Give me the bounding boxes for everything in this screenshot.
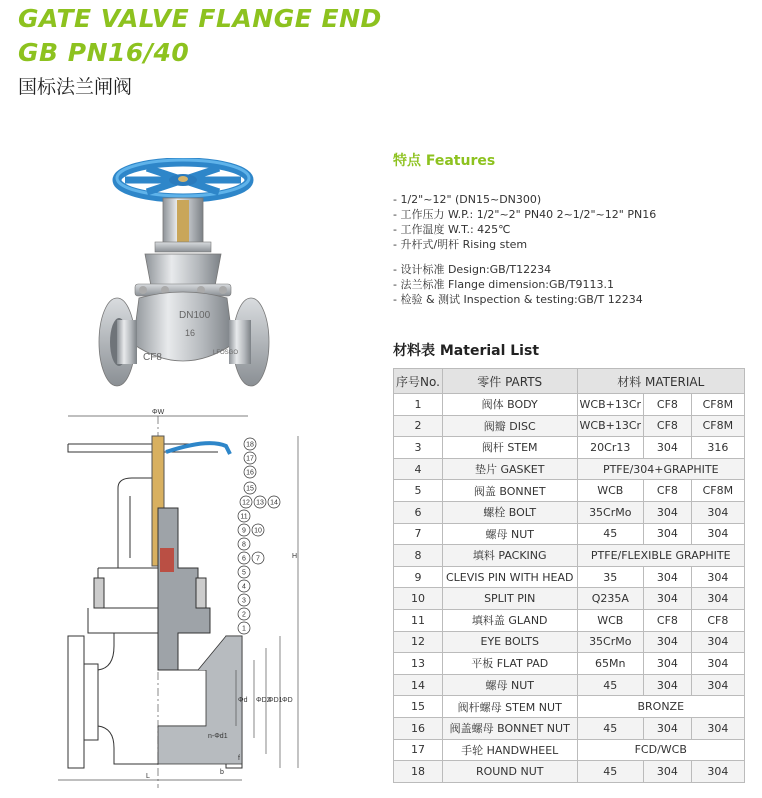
table-row xyxy=(394,458,745,480)
table-row xyxy=(394,437,745,459)
cell-material-2: 304 xyxy=(644,674,692,696)
cell-material-3: CF8M xyxy=(691,394,744,416)
cell-material-2: 304 xyxy=(644,437,692,459)
callout-number: 11 xyxy=(240,513,248,521)
valve-photo xyxy=(95,158,275,396)
technical-drawing xyxy=(58,408,318,788)
dim-h: H xyxy=(292,553,298,560)
callout-number: 17 xyxy=(246,455,254,463)
cell-material-3: CF8 xyxy=(691,609,744,631)
cell-material-1: 45 xyxy=(577,761,644,783)
cell-material-3: CF8M xyxy=(691,415,744,437)
cell-material-1: WCB xyxy=(577,609,644,631)
feature-item: - 工作温度 W.T.: 425℃ xyxy=(393,223,511,236)
cell-material-3: 304 xyxy=(691,631,744,653)
cell-material-3: 304 xyxy=(691,588,744,610)
cell-part: 螺栓 BOLT xyxy=(442,501,577,523)
callout-number: 7 xyxy=(256,555,260,563)
cell-no: 6 xyxy=(394,501,443,523)
cell-material: PTFE/FLEXIBLE GRAPHITE xyxy=(577,545,744,567)
feature-item: - 1/2"~12" (DN15~DN300) xyxy=(393,193,542,206)
column-header-no: 序号No. xyxy=(394,369,443,394)
cell-part: 垫片 GASKET xyxy=(442,458,577,480)
cell-material-3: 304 xyxy=(691,566,744,588)
table-row xyxy=(394,566,745,588)
callout-number: 5 xyxy=(242,569,246,577)
table-row xyxy=(394,501,745,523)
callout-number: 18 xyxy=(246,441,254,449)
dim-phi-d: Φd xyxy=(238,697,248,704)
cell-part: ROUND NUT xyxy=(442,761,577,783)
table-row xyxy=(394,415,745,437)
cell-material-3: 304 xyxy=(691,717,744,739)
cell-part: CLEVIS PIN WITH HEAD xyxy=(442,566,577,588)
callout-number: 6 xyxy=(242,555,246,563)
cell-material-1: 45 xyxy=(577,717,644,739)
cell-no: 10 xyxy=(394,588,443,610)
table-row xyxy=(394,696,745,718)
cell-material-1: 35 xyxy=(577,566,644,588)
table-row xyxy=(394,394,745,416)
cell-material: BRONZE xyxy=(577,696,744,718)
cell-part: 阀杆 STEM xyxy=(442,437,577,459)
cell-material-1: 20Cr13 xyxy=(577,437,644,459)
table-row xyxy=(394,609,745,631)
cell-material-1: 35CrMo xyxy=(577,631,644,653)
cell-material-3: 316 xyxy=(691,437,744,459)
callout-number: 4 xyxy=(242,583,246,591)
cell-material-2: 304 xyxy=(644,653,692,675)
dim-phi-w: ΦW xyxy=(152,409,165,416)
dim-phi-d2: ΦD2 xyxy=(256,697,271,704)
cell-material-2: CF8 xyxy=(644,609,692,631)
cell-no: 9 xyxy=(394,566,443,588)
cell-part: 阀体 BODY xyxy=(442,394,577,416)
cell-part: 阀盖螺母 BONNET NUT xyxy=(442,717,577,739)
callout-number: 8 xyxy=(242,541,246,549)
cell-material-2: CF8 xyxy=(644,394,692,416)
table-row xyxy=(394,717,745,739)
table-row xyxy=(394,588,745,610)
column-header-material: 材料 MATERIAL xyxy=(577,369,744,394)
cell-material: PTFE/304+GRAPHITE xyxy=(577,458,744,480)
features-group-1 xyxy=(393,192,656,252)
photo-marking-material: CF8 xyxy=(143,352,162,363)
material-list-heading: 材料表 Material List xyxy=(393,343,540,359)
title-line-1: GATE VALVE FLANGE END xyxy=(18,4,382,33)
cell-material-3: 304 xyxy=(691,653,744,675)
table-row xyxy=(394,631,745,653)
feature-item: - 法兰标准 Flange dimension:GB/T9113.1 xyxy=(393,278,614,291)
cell-part: EYE BOLTS xyxy=(442,631,577,653)
cell-material: FCD/WCB xyxy=(577,739,744,761)
cell-material-2: CF8 xyxy=(644,415,692,437)
cell-no: 16 xyxy=(394,717,443,739)
callout-number: 14 xyxy=(270,499,278,507)
cell-material-2: 304 xyxy=(644,523,692,545)
feature-item: - 工作压力 W.P.: 1/2"~2" PN40 2~1/2"~12" PN16 xyxy=(393,208,657,221)
dim-phi-d1: ΦD1 xyxy=(268,697,283,704)
column-header-parts: 零件 PARTS xyxy=(442,369,577,394)
cell-part: 填料 PACKING xyxy=(442,545,577,567)
cell-material-1: 45 xyxy=(577,674,644,696)
table-row xyxy=(394,523,745,545)
callout-number: 1 xyxy=(242,625,246,633)
cell-no: 15 xyxy=(394,696,443,718)
title-chinese: 国标法兰闸阀 xyxy=(18,76,133,98)
title-line-2: GB PN16/40 xyxy=(18,38,190,67)
cell-no: 4 xyxy=(394,458,443,480)
callout-number: 13 xyxy=(256,499,264,507)
cell-no: 1 xyxy=(394,394,443,416)
callout-number: 2 xyxy=(242,611,246,619)
cell-no: 14 xyxy=(394,674,443,696)
cell-material-2: 304 xyxy=(644,501,692,523)
cell-part: 平板 FLAT PAD xyxy=(442,653,577,675)
table-row xyxy=(394,480,745,502)
cell-no: 17 xyxy=(394,739,443,761)
callout-number: 3 xyxy=(242,597,246,605)
cell-part: 填料盖 GLAND xyxy=(442,609,577,631)
callout-number: 16 xyxy=(246,469,254,477)
cell-material-2: 304 xyxy=(644,717,692,739)
cell-no: 3 xyxy=(394,437,443,459)
cell-material-1: 65Mn xyxy=(577,653,644,675)
cell-part: 螺母 NUT xyxy=(442,674,577,696)
features-group-2 xyxy=(393,262,643,307)
feature-item: - 检验 & 测试 Inspection & testing:GB/T 12234 xyxy=(393,293,643,306)
cell-material-3: CF8M xyxy=(691,480,744,502)
callout-number: 12 xyxy=(242,499,250,507)
cell-no: 11 xyxy=(394,609,443,631)
callout-number: 15 xyxy=(246,485,254,493)
table-row xyxy=(394,761,745,783)
cell-no: 7 xyxy=(394,523,443,545)
feature-item: - 设计标准 Design:GB/T12234 xyxy=(393,263,552,276)
dim-f: f xyxy=(238,755,240,762)
cell-material-1: 35CrMo xyxy=(577,501,644,523)
photo-marking-brand: LFOSGO xyxy=(213,350,239,356)
material-table xyxy=(393,368,745,783)
cell-material-2: 304 xyxy=(644,566,692,588)
dim-b: b xyxy=(220,769,224,776)
cell-part: 阀杆螺母 STEM NUT xyxy=(442,696,577,718)
cell-no: 12 xyxy=(394,631,443,653)
dim-n-phi-d1: n-Φd1 xyxy=(208,733,228,740)
cell-material-3: 304 xyxy=(691,674,744,696)
cell-material-3: 304 xyxy=(691,761,744,783)
dim-l: L xyxy=(146,773,150,780)
cell-no: 18 xyxy=(394,761,443,783)
table-row xyxy=(394,545,745,567)
table-row xyxy=(394,674,745,696)
cell-part: SPLIT PIN xyxy=(442,588,577,610)
cell-material-1: WCB xyxy=(577,480,644,502)
dim-phi-D: ΦD xyxy=(282,697,293,704)
cell-part: 螺母 NUT xyxy=(442,523,577,545)
cell-material-2: 304 xyxy=(644,631,692,653)
cell-material-2: CF8 xyxy=(644,480,692,502)
photo-marking-pn: 16 xyxy=(185,328,196,338)
cell-no: 2 xyxy=(394,415,443,437)
cell-no: 8 xyxy=(394,545,443,567)
cell-material-1: Q235A xyxy=(577,588,644,610)
callout-number: 10 xyxy=(254,527,262,535)
cell-no: 13 xyxy=(394,653,443,675)
cell-part: 手轮 HANDWHEEL xyxy=(442,739,577,761)
photo-marking-dn: DN100 xyxy=(179,310,211,321)
cell-material-3: 304 xyxy=(691,523,744,545)
table-row xyxy=(394,653,745,675)
callout-number: 9 xyxy=(242,527,246,535)
features-heading: 特点 Features xyxy=(393,153,496,169)
cell-material-1: 45 xyxy=(577,523,644,545)
cell-material-1: WCB+13Cr xyxy=(577,415,644,437)
cell-material-1: WCB+13Cr xyxy=(577,394,644,416)
cell-material-3: 304 xyxy=(691,501,744,523)
cell-part: 阀瓣 DISC xyxy=(442,415,577,437)
table-row xyxy=(394,739,745,761)
cell-material-2: 304 xyxy=(644,588,692,610)
cell-material-2: 304 xyxy=(644,761,692,783)
cell-no: 5 xyxy=(394,480,443,502)
cell-part: 阀盖 BONNET xyxy=(442,480,577,502)
feature-item: - 升杆式/明杆 Rising stem xyxy=(393,238,528,251)
